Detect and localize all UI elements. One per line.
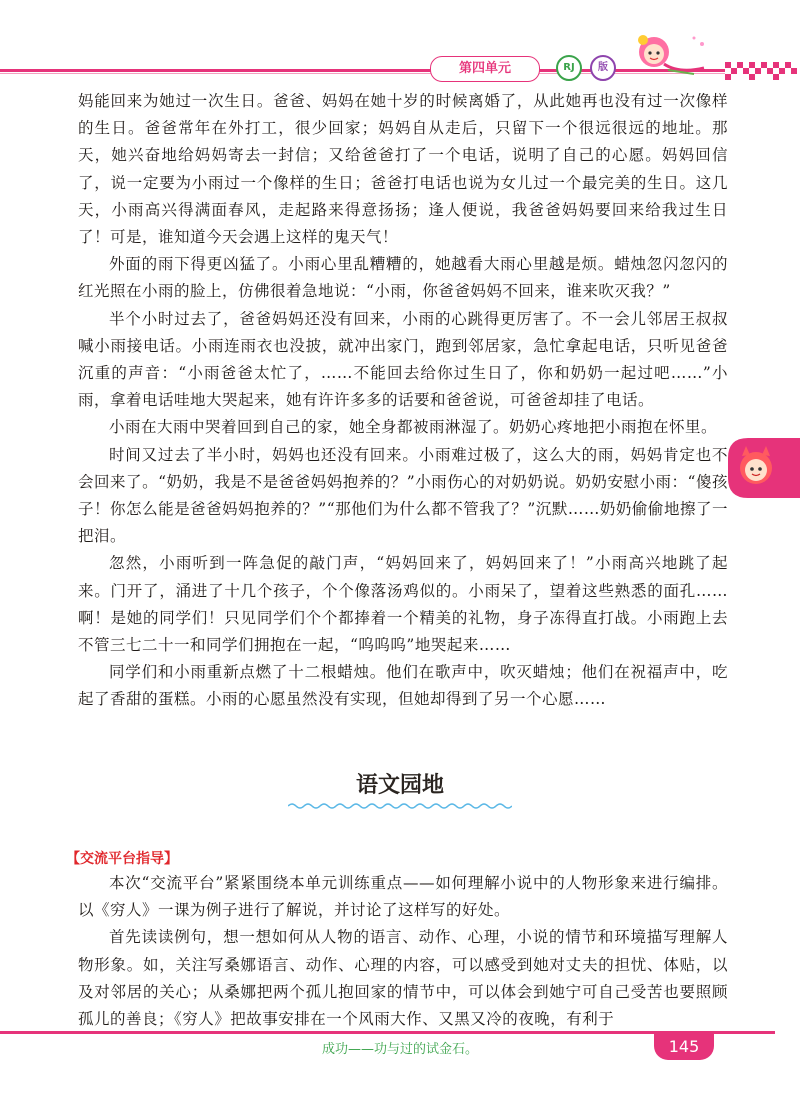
story-paragraph-3: 半个小时过去了，爸爸妈妈还没有回来，小雨的心跳得更厉害了。不一会儿邻居王叔叔喊小雨接电话。小雨连雨衣也没披，就冲出家门，跑到邻居家，急忙拿起电话，只听见爸爸沉重的声音：“小雨爸爸太忙了，……不能回去给你过生日了，你和奶奶一起过吧……”小雨，拿着电话哇地大哭起来，她有许许多多的话要和爸爸说，可爸爸却挂了电话。 xyxy=(78,309,728,410)
unit-title: 第四单元 xyxy=(430,56,540,82)
page-number: 145 xyxy=(654,1034,714,1060)
guidance-paragraph-1: 本次“交流平台”紧紧围绕本单元训练重点——如何理解小说中的人物形象来进行编排。以《穷人》一课为例子进行了解说，并讨论了这样写的好处。 xyxy=(78,874,728,920)
story-paragraph-7: 同学们和小雨重新点燃了十二根蜡烛。他们在歌声中，吹灭蜡烛；他们在祝福声中，吃起了香甜的蛋糕。小雨的心愿虽然没有实现，但她却得到了另一个心愿…… xyxy=(78,663,728,709)
edition-badge-ban: 版 xyxy=(590,55,616,81)
mascot-girl-icon xyxy=(624,30,714,82)
guidance-text xyxy=(78,870,728,1033)
footer-motto: 成功——功与过的试金石。 xyxy=(321,1042,478,1057)
story-paragraph-5: 时间又过去了半小时，妈妈也还没有回来。小雨难过极了，这么大的雨，妈妈肯定也不会回来了。“奶奶，我是不是爸爸妈妈抱养的？”小雨伤心的对奶奶说。奶奶安慰小雨：“傻孩子！你怎么能是爸爸妈妈抱养的？”“那他们为什么都不管我了？”沉默……奶奶偷偷地擦了一把泪。 xyxy=(78,445,728,546)
exchange-platform-tag: 【交流平台指导】 xyxy=(66,851,178,867)
story-text xyxy=(78,88,728,714)
page-header xyxy=(0,0,800,95)
side-tab-mascot-icon xyxy=(728,438,800,498)
checker-pattern xyxy=(725,62,800,82)
story-paragraph-1: 妈能回来为她过一次生日。爸爸、妈妈在她十岁的时候离婚了，从此她再也没有过一次像样的生日。爸爸常年在外打工，很少回家；妈妈自从走后，只留下一个很远很远的地址。那天，她兴奋地给妈妈寄去一封信；又给爸爸打了一个电话，说明了自己的心愿。妈妈回信了，说一定要为小雨过一个像样的生日；爸爸打电话也说为女儿过一个最完美的生日。这几天，小雨高兴得满面春风，走起路来得意扬扬；逢人便说，我爸爸妈妈要回来给我过生日了！可是，谁知道今天会遇上这样的鬼天气！ xyxy=(78,92,728,247)
header-rule xyxy=(0,69,725,72)
section-title: 语文园地 xyxy=(355,773,444,798)
story-paragraph-6: 忽然，小雨听到一阵急促的敲门声，“妈妈回来了，妈妈回来了！”小雨高兴地跳了起来。门开了，涌进了十几个孩子，个个像落汤鸡似的。小雨呆了，望着这些熟悉的面孔……啊！是她的同学们！只见同学们个个都捧着一个精美的礼物，身子冻得直打战。小雨跑上去不管三七二十一和同学们拥抱在一起，“呜呜呜”地哭起来…… xyxy=(78,554,728,655)
edition-badge-rj: RJ xyxy=(556,55,582,81)
header-rule-thin xyxy=(0,73,725,74)
story-paragraph-2: 外面的雨下得更凶猛了。小雨心里乱糟糟的，她越看大雨心里越是烦。蜡烛忽闪忽闪的红光照在小雨的脸上，仿佛很着急地说：“小雨，你爸爸妈妈不回来，谁来吹灭我？” xyxy=(78,255,728,301)
story-paragraph-4: 小雨在大雨中哭着回到自己的家，她全身都被雨淋湿了。奶奶心疼地把小雨抱在怀里。 xyxy=(109,418,718,437)
title-wave-underline xyxy=(288,802,512,810)
guidance-paragraph-2: 首先读读例句，想一想如何从人物的语言、动作、心理，小说的情节和环境描写理解人物形象。如，关注写桑娜语言、动作、心理的内容，可以感受到她对丈夫的担忧、体贴，以及对邻居的关心；从桑娜把两个孤儿抱回家的情节中，可以体会到她宁可自己受苦也要照顾孤儿的善良；《穷人》把故事安排在一个风雨大作、又黑又冷的夜晚，有利于 xyxy=(78,928,728,1029)
